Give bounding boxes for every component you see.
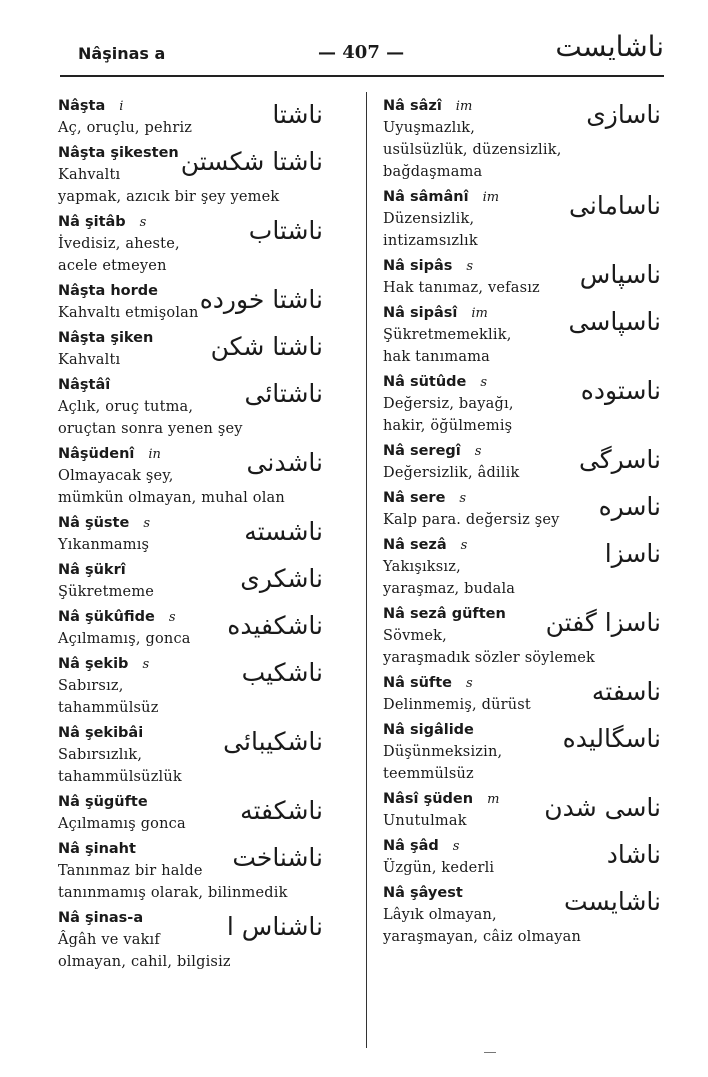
arabic-script-word: ناسرگى xyxy=(578,445,661,474)
entry-definition: Sövmek, xyxy=(383,628,447,644)
headword-text: Nâ sâzî xyxy=(383,98,442,114)
part-of-speech: m xyxy=(487,792,500,807)
entry-definition: yaraşmaz, budala xyxy=(383,581,516,597)
page-number: — 407 — xyxy=(318,42,405,63)
entry-definition: tanınmamış olarak, bilinmedik xyxy=(58,885,288,901)
part-of-speech: im xyxy=(455,99,473,114)
headword-text: Nâştâî xyxy=(58,377,111,393)
arabic-script-word: ناشكفته xyxy=(240,796,323,825)
entry-definition: Olmayacak şey, xyxy=(58,468,174,484)
headword-text: Nâ şinaht xyxy=(58,841,136,857)
headword-text: Nâ sezâ xyxy=(383,537,447,553)
column-divider xyxy=(366,92,367,1048)
headword-text: Nâ şitâb xyxy=(58,214,126,230)
left-column xyxy=(58,96,343,977)
arabic-script-word: ناشتاب xyxy=(248,216,323,245)
part-of-speech: s xyxy=(139,215,147,230)
headword-text: Nâsî şüden xyxy=(383,791,474,807)
entry-definition: Şükretmeme xyxy=(58,584,155,600)
dictionary-entry xyxy=(383,372,661,437)
arabic-script-word: ناشايست xyxy=(564,887,661,916)
part-of-speech: s xyxy=(459,491,467,506)
arabic-script-word: ناشناخت xyxy=(232,843,323,872)
entry-definition: Açılmamış, gonca xyxy=(58,631,191,647)
headword-text: Nâşta şiken xyxy=(58,330,154,346)
running-head-left: Nâşinas a xyxy=(78,44,166,63)
dictionary-entry xyxy=(383,441,661,484)
entry-definition: Yakışıksız, xyxy=(383,559,461,575)
dictionary-entry xyxy=(58,143,343,208)
headword-text: Nâ şükrî xyxy=(58,562,126,578)
headword-text: Nâ şügüfte xyxy=(58,794,148,810)
dictionary-entry xyxy=(383,789,661,832)
arabic-script-word: ناشتا xyxy=(272,100,323,129)
entry-definition: intizamsızlık xyxy=(383,233,478,249)
entry-definition: Yıkanmamış xyxy=(58,537,150,553)
arabic-script-word: ناستوده xyxy=(580,376,661,405)
part-of-speech: im xyxy=(471,306,488,321)
entry-definition: Düşünmeksizin, xyxy=(383,744,503,760)
part-of-speech: in xyxy=(148,447,161,462)
entry-definition: teemmülsüz xyxy=(383,766,474,782)
headword-text: Nâ şüste xyxy=(58,515,130,531)
arabic-script-word: ناسزا xyxy=(604,539,661,568)
entry-definition: Kahvaltı xyxy=(58,352,121,368)
headword-text: Nâşüdenî xyxy=(58,446,135,462)
part-of-speech: im xyxy=(482,190,500,205)
arabic-script-word: ناشتائى xyxy=(244,379,323,408)
dictionary-entry xyxy=(58,328,343,371)
entry-definition: Âgâh ve vakıf xyxy=(58,932,160,948)
entry-definition: Açılmamış gonca xyxy=(58,816,186,832)
arabic-script-word: ناشتا خورده xyxy=(199,285,323,314)
headword-text: Nâ şinas-a xyxy=(58,910,144,926)
headword-text: Nâ seregî xyxy=(383,443,461,459)
headword-text: Nâ şâyest xyxy=(383,885,463,901)
entry-definition: Uyuşmazlık, xyxy=(383,120,476,136)
entry-definition: Kahvaltı etmişolan xyxy=(58,305,199,321)
entry-definition: yaraşmadık sözler söylemek xyxy=(383,650,596,666)
part-of-speech: s xyxy=(466,676,473,691)
headword-text: Nâ şükûfide xyxy=(58,609,155,625)
dictionary-entry xyxy=(58,444,343,509)
entry-definition: mümkün olmayan, muhal olan xyxy=(58,490,285,506)
entry-definition: Hak tanımaz, vefasız xyxy=(383,280,540,296)
entry-definition: İvedisiz, aheste, xyxy=(58,236,180,252)
dictionary-entry xyxy=(58,212,343,277)
right-column xyxy=(383,96,661,952)
dictionary-entry xyxy=(58,607,343,650)
headword-text: Nâşta horde xyxy=(58,283,158,299)
entry-definition: Açlık, oruç tutma, xyxy=(58,399,194,415)
arabic-script-word: ناسگاليده xyxy=(562,724,661,753)
bottom-mark xyxy=(484,1052,496,1053)
entry-definition: Düzensizlik, xyxy=(383,211,475,227)
part-of-speech: s xyxy=(474,444,482,459)
headword-text: Nâ şekibâi xyxy=(58,725,144,741)
arabic-script-word: ناشتا شكن xyxy=(210,332,323,361)
dictionary-entry xyxy=(383,488,661,531)
dictionary-entry xyxy=(58,839,343,904)
arabic-script-word: ناشكرى xyxy=(240,564,323,593)
arabic-script-word: ناشتا شكستن xyxy=(180,147,323,176)
arabic-script-word: ناسزا گفتن xyxy=(545,608,661,637)
dictionary-entry xyxy=(383,883,661,948)
entry-definition: yapmak, azıcık bir şey yemek xyxy=(58,189,280,205)
arabic-script-word: ناشكيب xyxy=(241,658,323,687)
dictionary-entry xyxy=(383,720,661,785)
headword-text: Nâ sezâ güften xyxy=(383,606,506,622)
dictionary-entry xyxy=(58,96,343,139)
entry-definition: Kahvaltı xyxy=(58,167,121,183)
part-of-speech: i xyxy=(119,99,124,114)
arabic-script-word: ناسازى xyxy=(586,100,661,129)
dictionary-entry xyxy=(383,535,661,600)
entry-definition: tahammülsüzlük xyxy=(58,769,182,785)
part-of-speech: s xyxy=(142,657,150,672)
dictionary-entry xyxy=(58,723,343,788)
entry-definition: Unutulmak xyxy=(383,813,467,829)
entry-definition: Üzgün, kederli xyxy=(383,860,495,876)
dictionary-entry xyxy=(383,673,661,716)
headword-text: Nâ şekib xyxy=(58,656,129,672)
headword-text: Nâ süfte xyxy=(383,675,452,691)
arabic-script-word: ناسامانى xyxy=(569,191,661,220)
entry-definition: Aç, oruçlu, pehriz xyxy=(58,120,193,136)
entry-definition: Sabırsız, xyxy=(58,678,124,694)
dictionary-entry xyxy=(58,654,343,719)
page-header xyxy=(0,0,708,82)
entry-definition: acele etmeyen xyxy=(58,258,167,274)
arabic-script-word: ناسى شدن xyxy=(544,793,661,822)
headword-text: Nâ sipâs xyxy=(383,258,453,274)
dictionary-entry xyxy=(383,303,661,368)
dictionary-entry xyxy=(58,375,343,440)
headword-text: Nâ sere xyxy=(383,490,446,506)
part-of-speech: s xyxy=(480,375,488,390)
arabic-script-word: ناشسته xyxy=(244,517,323,546)
headword-text: Nâşta xyxy=(58,98,106,114)
arabic-script-word: ناسپاسى xyxy=(568,307,661,336)
entry-definition: yaraşmayan, câiz olmayan xyxy=(383,929,582,945)
part-of-speech: s xyxy=(168,610,176,625)
arabic-script-word: ناشاد xyxy=(606,840,661,869)
entry-definition: usülsüzlük, düzensizlik, xyxy=(383,142,562,158)
entry-definition: tahammülsüz xyxy=(58,700,159,716)
entry-definition: Kalp para. değersiz şey xyxy=(383,512,560,528)
entry-definition: Sabırsızlık, xyxy=(58,747,143,763)
dictionary-entry xyxy=(383,256,661,299)
entry-definition: Delinmemiş, dürüst xyxy=(383,697,531,713)
dictionary-entry xyxy=(58,560,343,603)
arabic-script-word: ناسپاس xyxy=(579,260,661,289)
headword-text: Nâ sipâsî xyxy=(383,305,458,321)
headword-text: Nâşta şikesten xyxy=(58,145,179,161)
entry-definition: Lâyık olmayan, xyxy=(383,907,497,923)
dictionary-entry xyxy=(383,604,661,669)
headword-text: Nâ sâmânî xyxy=(383,189,469,205)
dictionary-entry xyxy=(58,792,343,835)
entry-definition: hak tanımama xyxy=(383,349,491,365)
dictionary-entry xyxy=(383,187,661,252)
headword-text: Nâ sigâlide xyxy=(383,722,474,738)
entry-definition: bağdaşmama xyxy=(383,164,483,180)
entry-definition: Tanınmaz bir halde xyxy=(58,863,203,879)
part-of-speech: s xyxy=(452,839,460,854)
entry-definition: Şükretmemeklik, xyxy=(383,327,512,343)
arabic-script-word: ناشدنى xyxy=(246,448,323,477)
running-head-right-arabic: ناشايست xyxy=(555,30,664,63)
headword-text: Nâ sütûde xyxy=(383,374,467,390)
arabic-script-word: ناشكيبائى xyxy=(223,727,323,756)
entry-definition: hakir, öğülmemiş xyxy=(383,418,513,434)
entry-definition: Değersiz, bayağı, xyxy=(383,396,514,412)
arabic-script-word: ناشناس ا xyxy=(226,912,323,941)
dictionary-entry xyxy=(58,908,343,973)
dictionary-entry xyxy=(58,513,343,556)
arabic-script-word: ناسره xyxy=(598,492,661,521)
arabic-script-word: ناسفته xyxy=(591,677,661,706)
entry-definition: olmayan, cahil, bilgisiz xyxy=(58,954,231,970)
dictionary-entry xyxy=(383,836,661,879)
dictionary-entry xyxy=(383,96,661,183)
headword-text: Nâ şâd xyxy=(383,838,439,854)
header-rule xyxy=(60,75,664,77)
part-of-speech: s xyxy=(460,538,468,553)
part-of-speech: s xyxy=(143,516,150,531)
entry-definition: oruçtan sonra yenen şey xyxy=(58,421,243,437)
entry-definition: Değersizlik, âdilik xyxy=(383,465,520,481)
part-of-speech: s xyxy=(466,259,474,274)
arabic-script-word: ناشكفيده xyxy=(227,611,323,640)
dictionary-entry xyxy=(58,281,343,324)
